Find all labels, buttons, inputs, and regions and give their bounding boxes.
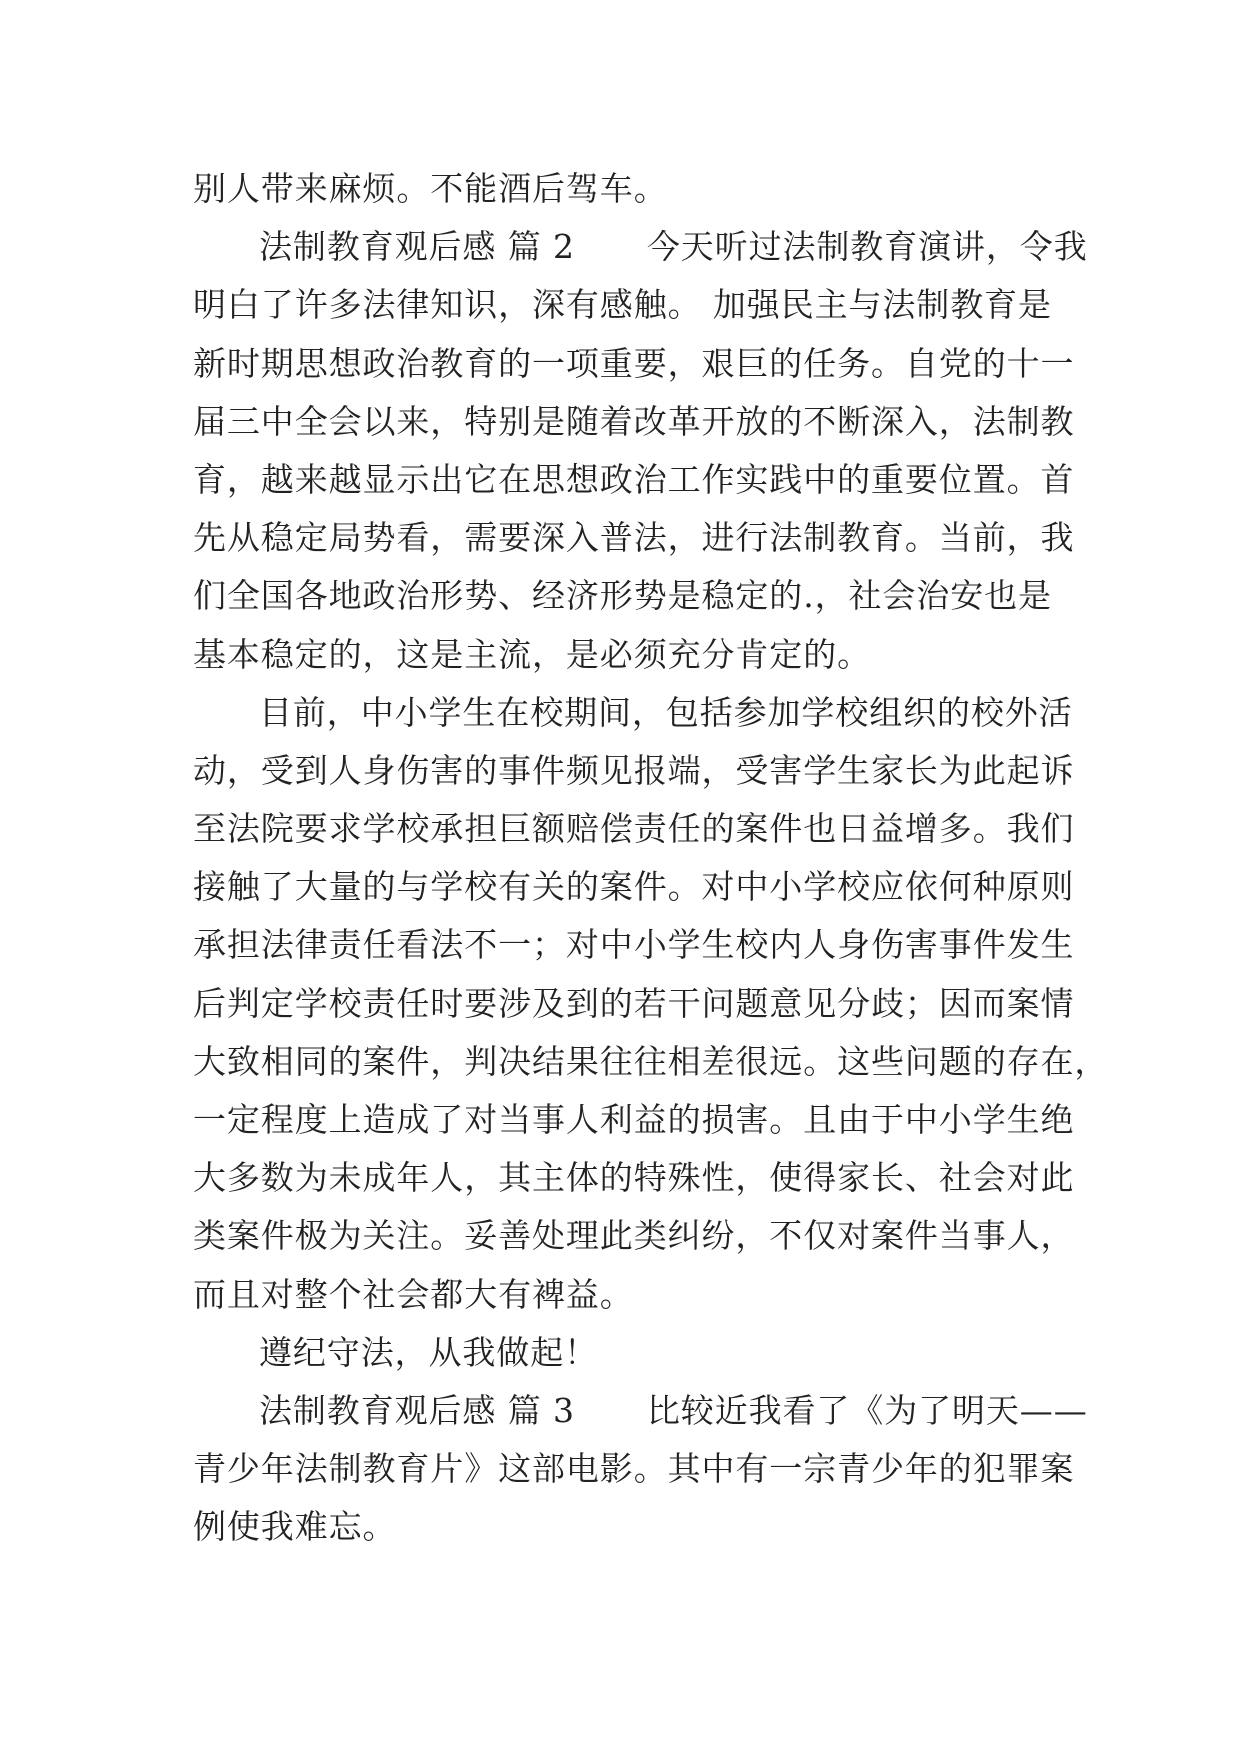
text-line: 一定程度上造成了对当事人利益的损害。且由于中小学生绝 <box>193 1100 1075 1139</box>
text-line: 接触了大量的与学校有关的案件。对中小学校应依何种原则 <box>193 867 1075 907</box>
text-line: 新时期思想政治教育的一项重要，艰巨的任务。自党的十一 <box>193 343 1075 383</box>
text-line: 们全国各地政治形势、经济形势是稳定的.，社会治安也是 <box>193 576 1052 616</box>
text-line: 类案件极为关注。妥善处理此类纠纷，不仅对案件当事人， <box>193 1216 1075 1256</box>
section-heading-line <box>193 218 1088 276</box>
document-body <box>193 160 1109 1557</box>
paragraph-start-line: 目前，中小学生在校期间，包括参加学校组织的校外活 <box>259 692 1073 732</box>
text-line: 动，受到人身伤害的事件频见报端，受害学生家长为此起诉 <box>193 750 1075 790</box>
text-line: 例使我难忘。 <box>193 1507 397 1547</box>
text-line: 而且对整个社会都大有裨益。 <box>193 1274 634 1314</box>
text-line: 明白了许多法律知识，深有感触。 加强民主与法制教育是 <box>193 285 1052 325</box>
text-line: 至法院要求学校承担巨额赔偿责任的案件也日益增多。我们 <box>193 809 1075 849</box>
section-heading: 法制教育观后感 篇 3 <box>259 1390 575 1430</box>
text-line: 承担法律责任看法不一；对中小学生校内人身伤害事件发生 <box>193 925 1075 965</box>
paragraph-start-line: 遵纪守法，从我做起！ <box>259 1332 598 1372</box>
text-line: 大多数为未成年人，其主体的特殊性，使得家长、社会对此 <box>193 1158 1075 1198</box>
text-line: 届三中全会以来，特别是随着改革开放的不断深入，法制教 <box>193 401 1075 441</box>
text-line: 比较近我看了《为了明天—— <box>646 1390 1088 1430</box>
text-line: 今天听过法制教育演讲，令我 <box>646 227 1088 267</box>
text-line: 青少年法制教育片》这部电影。其中有一宗青少年的犯罪案 <box>193 1449 1075 1489</box>
text-line: 育，越来越显示出它在思想政治工作实践中的重要位置。首 <box>193 459 1075 499</box>
text-line: 先从稳定局势看，需要深入普法，进行法制教育。当前，我 <box>193 518 1075 558</box>
text-line: 大致相同的案件，判决结果往往相差很远。这些问题的存在， <box>193 1041 1109 1081</box>
text-line: 后判定学校责任时要涉及到的若干问题意见分歧；因而案情 <box>193 983 1075 1023</box>
section-heading: 法制教育观后感 篇 2 <box>259 227 575 267</box>
section-heading-line <box>193 1382 1088 1440</box>
text-line: 基本稳定的，这是主流，是必须充分肯定的。 <box>193 634 871 674</box>
text-line: 别人带来麻烦。不能酒后驾车。 <box>193 169 668 208</box>
